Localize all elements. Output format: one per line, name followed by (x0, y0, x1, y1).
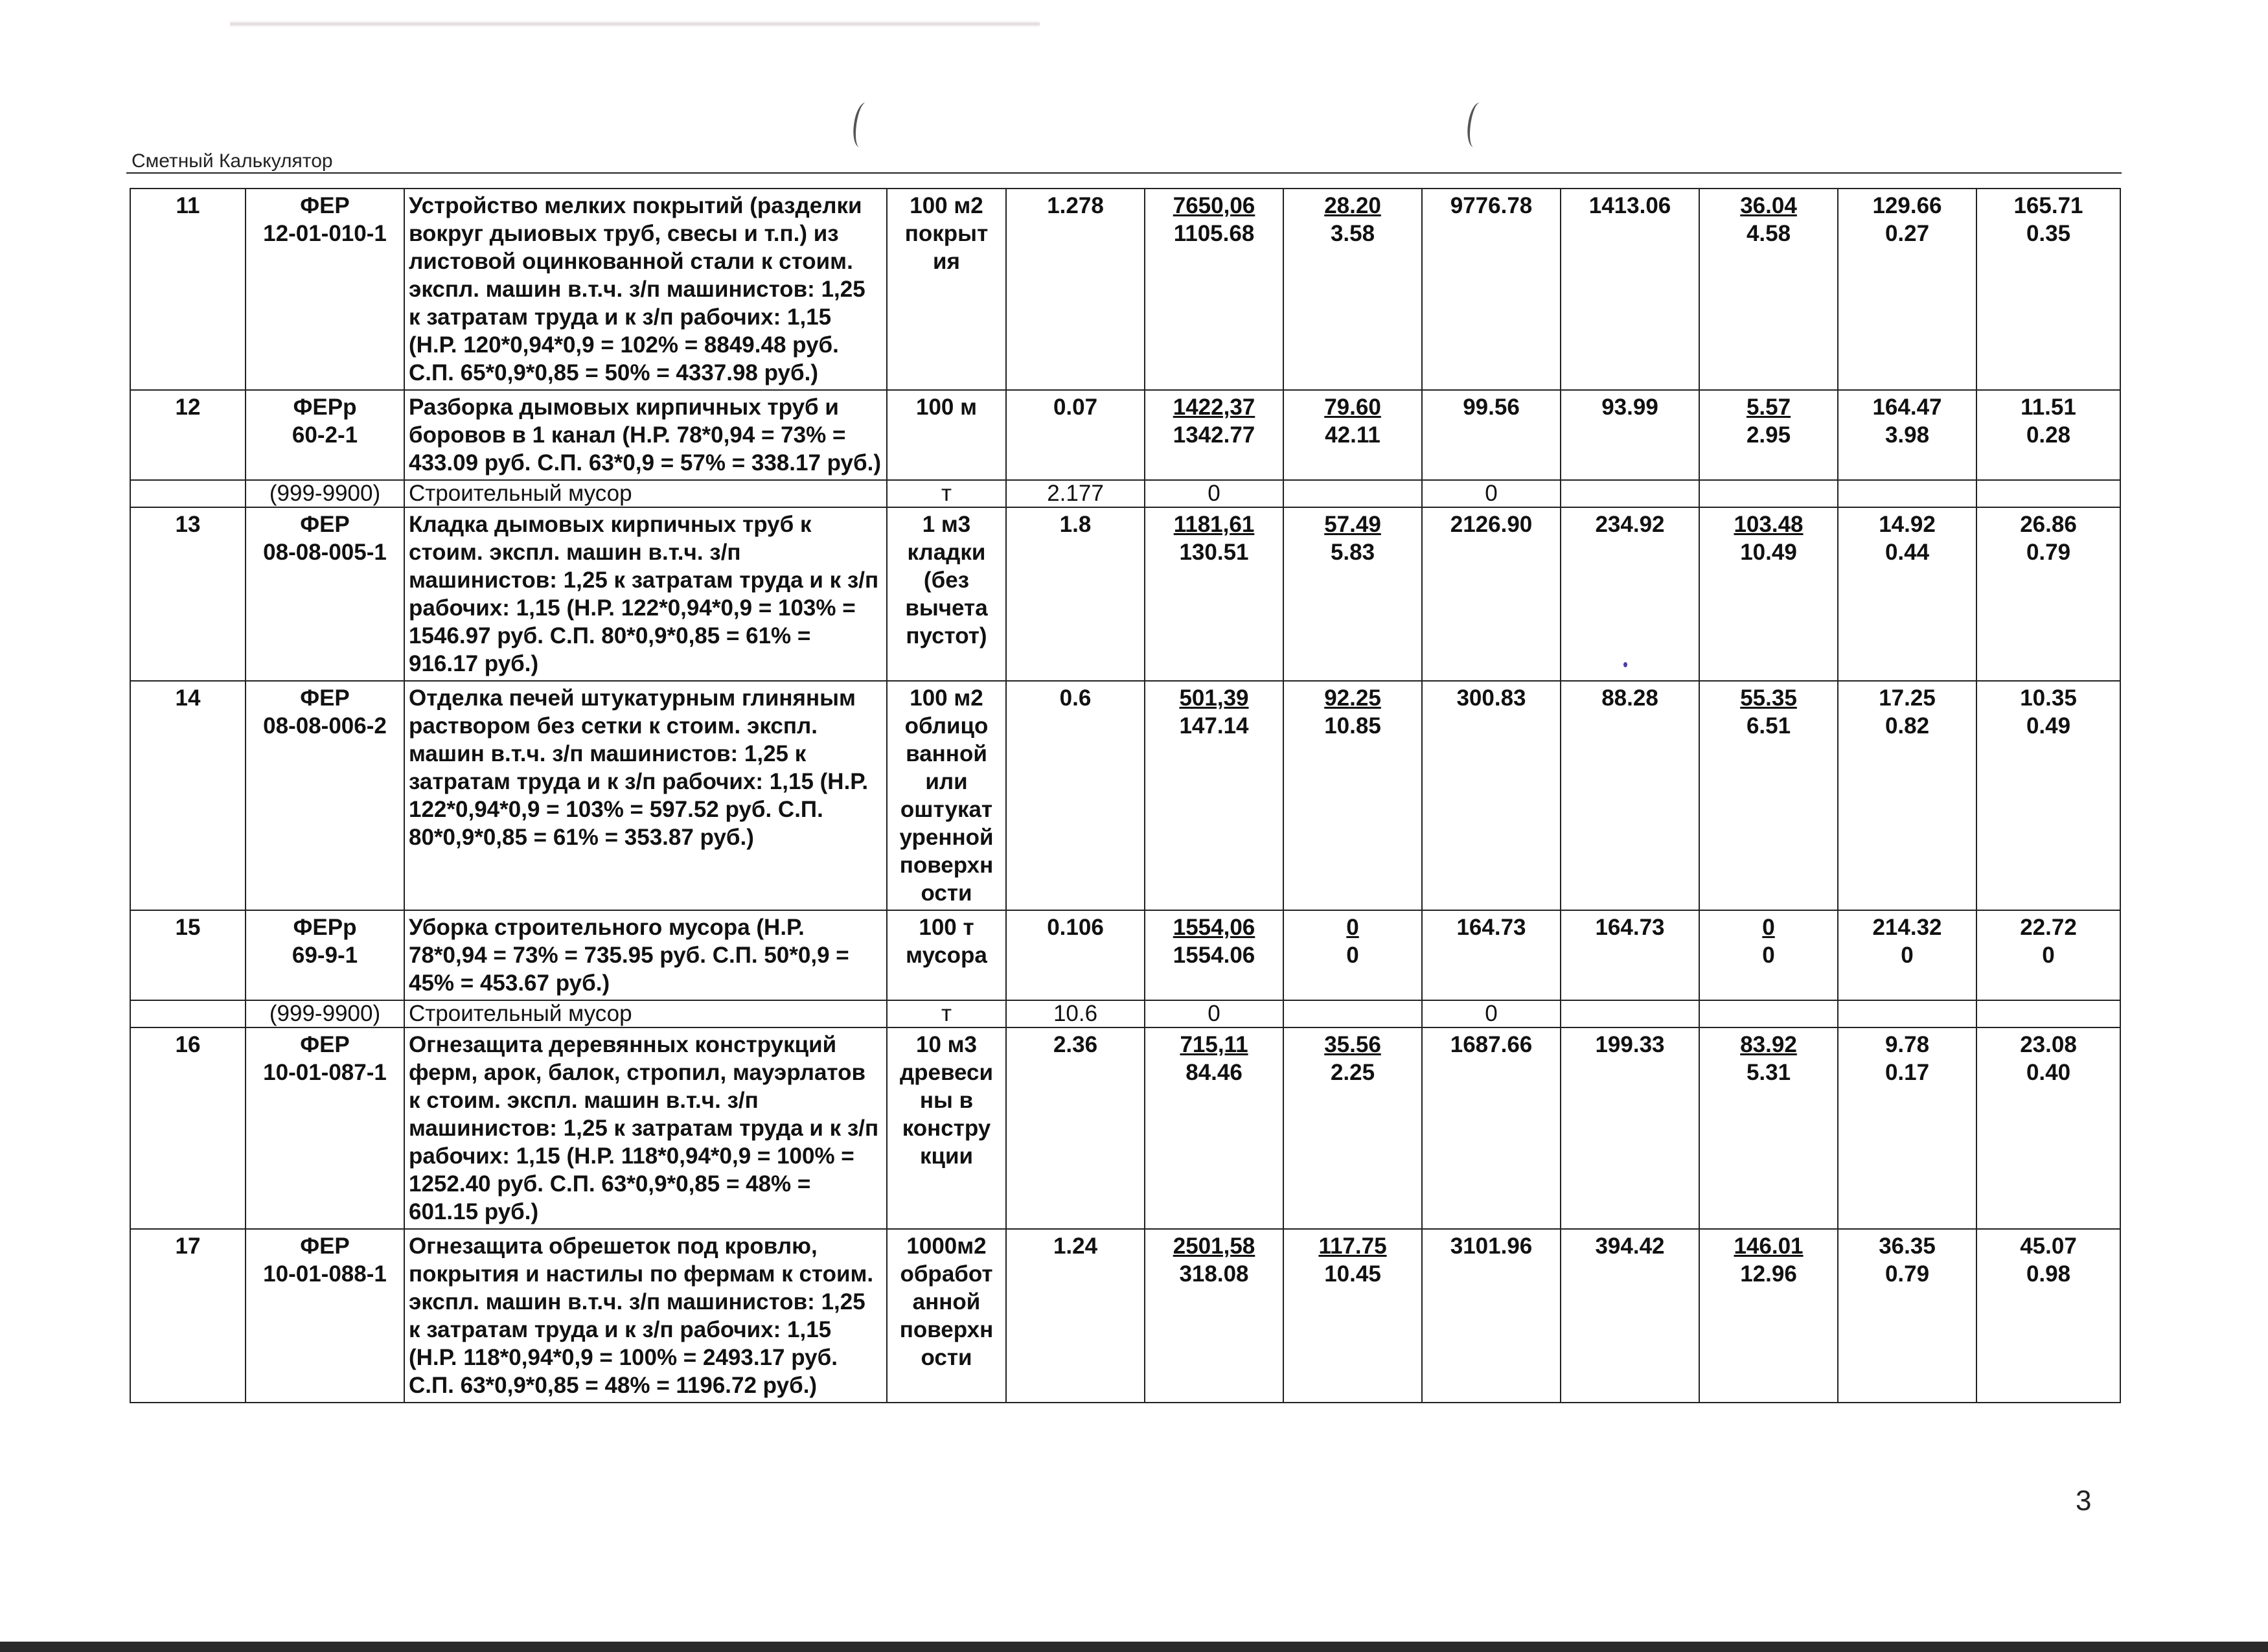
quantity-text: 10.6 (1053, 1001, 1098, 1026)
machine-price-cell (1283, 681, 1422, 910)
value-top: 5.57 (1746, 395, 1791, 420)
unit-price-cell (1145, 1229, 1283, 1403)
quantity-cell (1006, 1000, 1145, 1027)
code-text: (999-9900) (269, 1001, 381, 1026)
value-bottom: 0.82 (1884, 713, 1930, 739)
scan-edge-bar (0, 1642, 2268, 1652)
unit-price-cell (1145, 189, 1283, 390)
quantity-text: 1.24 (1053, 1233, 1098, 1259)
salary-cell (1561, 1000, 1699, 1027)
total-cost-cell (1422, 480, 1561, 507)
row-number (130, 189, 246, 390)
total-cost-cell (1422, 1000, 1561, 1027)
labor-total-cell (1976, 1229, 2120, 1403)
value-bottom: 3.58 (1330, 221, 1375, 246)
value-bottom: 1105.68 (1173, 221, 1255, 246)
total-text: 2126.90 (1450, 512, 1533, 537)
salary-text: 234.92 (1595, 512, 1665, 537)
value-bottom: 0.35 (2026, 221, 2071, 246)
unit-cell (887, 507, 1006, 681)
value-bottom: 0.79 (1884, 1261, 1930, 1287)
unit-text: 1 м3 кладки (без вычета пустот) (905, 512, 988, 648)
value-top: 83.92 (1740, 1032, 1797, 1057)
description-cell (404, 507, 887, 681)
value-bottom: 84.46 (1186, 1060, 1243, 1085)
value-top: 117.75 (1318, 1233, 1387, 1259)
table-row (130, 1027, 2120, 1229)
unit-text: 1000м2 обработ анной поверхн ости (899, 1233, 994, 1370)
value-bottom: 10.45 (1324, 1261, 1381, 1287)
value-bottom: 10.49 (1740, 540, 1797, 565)
unit-price-cell (1145, 1000, 1283, 1027)
total-cost-cell (1422, 1027, 1561, 1229)
value-bottom: 0.49 (2026, 713, 2071, 739)
description-text: Устройство мелких покрытий (разделки вокруг дыиовых труб, свесы и т.п.) из листовой оцинкованной стали к стоим. экспл. машин в.т.ч. з/п машинистов: 1,25 к затратам труда и к з/п рабочих: 1,15 (Н.Р. 120*0,94*0,9 = 102% = 8849.48 руб. С.П. 65*0,9*0,85 = 50% = 4337.98 руб.) (409, 193, 865, 385)
row-number-text: 17 (175, 1233, 201, 1259)
quantity-cell (1006, 681, 1145, 910)
unit-text: 100 м2 покрыт ия (904, 193, 989, 274)
quantity-text: 0.07 (1053, 395, 1098, 420)
machine-total-cell (1699, 390, 1838, 480)
salary-cell (1561, 1229, 1699, 1403)
description-text: Разборка дымовых кирпичных труб и боровов в 1 канал (Н.Р. 78*0,94 = 73% = 433.09 руб. С.П. 63*0,9 = 57% = 338.17 руб.) (409, 395, 882, 476)
value-top: 214.32 (1872, 915, 1942, 940)
value-top: 36.04 (1740, 193, 1797, 218)
salary-cell (1561, 507, 1699, 681)
value-bottom: 42.11 (1325, 422, 1380, 448)
machine-total-cell (1699, 910, 1838, 1000)
total-cost-cell (1422, 1229, 1561, 1403)
value-top: 1554,06 (1173, 915, 1255, 940)
code-text: ФЕР 10-01-088-1 (263, 1233, 387, 1287)
total-text: 3101.96 (1450, 1233, 1533, 1259)
salary-cell (1561, 390, 1699, 480)
row-number-text: 15 (175, 915, 201, 940)
value-bottom: 0.98 (2026, 1261, 2071, 1287)
scan-artifact-stripe (230, 21, 1040, 27)
machine-total-cell (1699, 1000, 1838, 1027)
value-bottom: 0.17 (1884, 1060, 1930, 1085)
price-text: 0 (1208, 481, 1220, 506)
description-cell (404, 1229, 887, 1403)
table-row (130, 507, 2120, 681)
page-number: 3 (2076, 1485, 2092, 1517)
labor-unit-cell (1838, 1000, 1976, 1027)
value-bottom: 5.83 (1330, 540, 1375, 565)
row-number-text: 12 (175, 395, 201, 420)
value-bottom: 147.14 (1179, 713, 1249, 739)
row-number (130, 390, 246, 480)
salary-text: 394.42 (1595, 1233, 1665, 1259)
code-cell (246, 681, 404, 910)
value-top: 165.71 (2013, 193, 2083, 218)
value-bottom: 0.28 (2026, 422, 2071, 448)
description-text: Отделка печей штукатурным глиняным раствором без сетки к стоим. экспл. машин в.т.ч. з/п машинистов: 1,25 к затратам труда и к з/п рабочих: 1,15 (Н.Р. 122*0,94*0,9 = 103% = 597.52 руб. С.П. 80*0,9*0,85 = 61% = 353.87 руб.) (409, 685, 869, 850)
unit-text: т (941, 481, 952, 506)
value-bottom: 130.51 (1179, 540, 1249, 565)
value-bottom: 12.96 (1740, 1261, 1797, 1287)
quantity-text: 0.106 (1047, 915, 1104, 940)
value-top: 146.01 (1734, 1233, 1804, 1259)
quantity-text: 2.177 (1047, 481, 1104, 506)
quantity-cell (1006, 910, 1145, 1000)
salary-text: 199.33 (1595, 1032, 1665, 1057)
salary-cell (1561, 189, 1699, 390)
description-cell (404, 1027, 887, 1229)
estimate-table-body (130, 189, 2120, 1403)
total-cost-cell (1422, 910, 1561, 1000)
salary-text: 1413.06 (1588, 193, 1671, 218)
labor-total-cell (1976, 1000, 2120, 1027)
value-top: 501,39 (1179, 685, 1249, 711)
table-row (130, 189, 2120, 390)
unit-cell (887, 910, 1006, 1000)
salary-cell (1561, 480, 1699, 507)
value-top: 103.48 (1734, 512, 1804, 537)
unit-price-cell (1145, 507, 1283, 681)
code-text: ФЕР 10-01-087-1 (263, 1032, 387, 1085)
machine-total-cell (1699, 189, 1838, 390)
unit-text: 100 м (915, 395, 977, 420)
code-text: ФЕРр 60-2-1 (292, 395, 358, 448)
unit-text: 100 т мусора (906, 915, 987, 968)
value-top: 10.35 (2020, 685, 2077, 711)
labor-unit-cell (1838, 390, 1976, 480)
row-number (130, 681, 246, 910)
value-bottom: 0.79 (2026, 540, 2071, 565)
description-text: Огнезащита обрешеток под кровлю, покрытия и настилы по фермам к стоим. экспл. машин в.т.ч. з/п машинистов: 1,25 к затратам труда и к з/п рабочих: 1,15 (Н.Р. 118*0,94*0,9 = 100% = 2493.17 руб. С.П. 63*0,9*0,85 = 48% = 1196.72 руб.) (409, 1233, 874, 1398)
header-divider (126, 172, 2122, 174)
unit-text: 100 м2 облицо ванной или оштукат уренной поверхн ости (899, 685, 994, 906)
machine-price-cell (1283, 189, 1422, 390)
code-text: ФЕР 12-01-010-1 (263, 193, 387, 246)
table-row (130, 1229, 2120, 1403)
row-number (130, 480, 246, 507)
unit-cell (887, 480, 1006, 507)
description-cell (404, 390, 887, 480)
value-top: 0 (1346, 915, 1359, 940)
quantity-text: 1.278 (1047, 193, 1104, 218)
unit-text: 10 м3 древеси ны в констру кции (899, 1032, 994, 1169)
row-number (130, 910, 246, 1000)
total-text: 1687.66 (1450, 1032, 1533, 1057)
labor-unit-cell (1838, 480, 1976, 507)
description-text: Строительный мусор (409, 481, 632, 506)
value-top: 164.47 (1872, 395, 1942, 420)
value-bottom: 4.58 (1746, 221, 1791, 246)
code-cell (246, 1229, 404, 1403)
description-cell (404, 910, 887, 1000)
total-text: 164.73 (1456, 915, 1526, 940)
description-cell (404, 1000, 887, 1027)
punch-hole-mark (1465, 101, 1489, 148)
value-top: 92.25 (1324, 685, 1381, 711)
estimate-table (130, 188, 2121, 1403)
unit-price-cell (1145, 390, 1283, 480)
labor-unit-cell (1838, 1229, 1976, 1403)
row-number (130, 1027, 246, 1229)
description-text: Уборка строительного мусора (Н.Р. 78*0,94 = 73% = 735.95 руб. С.П. 50*0,9 = 45% = 453.67 руб.) (409, 915, 849, 996)
code-text: ФЕРр 69-9-1 (292, 915, 358, 968)
value-top: 2501,58 (1173, 1233, 1255, 1259)
value-bottom: 6.51 (1746, 713, 1791, 739)
value-bottom: 318.08 (1179, 1261, 1249, 1287)
salary-text: 93.99 (1601, 395, 1658, 420)
labor-unit-cell (1838, 910, 1976, 1000)
value-top: 23.08 (2020, 1032, 2077, 1057)
value-top: 9.78 (1884, 1032, 1930, 1057)
row-number (130, 1229, 246, 1403)
value-top: 36.35 (1879, 1233, 1936, 1259)
salary-cell (1561, 910, 1699, 1000)
total-text: 9776.78 (1450, 193, 1533, 218)
table-row (130, 390, 2120, 480)
value-top: 7650,06 (1173, 193, 1255, 218)
salary-cell (1561, 1027, 1699, 1229)
unit-price-cell (1145, 910, 1283, 1000)
value-bottom: 10.85 (1324, 713, 1381, 739)
value-top: 11.51 (2021, 395, 2076, 420)
value-bottom: 5.31 (1746, 1060, 1791, 1085)
value-bottom: 0 (1346, 943, 1359, 968)
row-number-text: 14 (175, 685, 201, 711)
labor-total-cell (1976, 189, 2120, 390)
page-header-title: Сметный Калькулятор (132, 150, 333, 172)
salary-text: 88.28 (1601, 685, 1658, 711)
code-cell (246, 189, 404, 390)
value-bottom: 2.25 (1330, 1060, 1375, 1085)
value-bottom: 0 (2042, 943, 2055, 968)
quantity-text: 1.8 (1059, 512, 1092, 537)
quantity-cell (1006, 1229, 1145, 1403)
code-cell (246, 910, 404, 1000)
salary-cell (1561, 681, 1699, 910)
value-bottom: 0.40 (2026, 1060, 2071, 1085)
value-top: 79.60 (1324, 395, 1381, 420)
description-cell (404, 681, 887, 910)
labor-unit-cell (1838, 1027, 1976, 1229)
material-row (130, 480, 2120, 507)
machine-total-cell (1699, 480, 1838, 507)
machine-price-cell (1283, 1027, 1422, 1229)
unit-cell (887, 1229, 1006, 1403)
quantity-cell (1006, 1027, 1145, 1229)
row-number-text: 11 (176, 193, 200, 218)
price-text: 0 (1208, 1001, 1220, 1026)
labor-unit-cell (1838, 507, 1976, 681)
labor-total-cell (1976, 390, 2120, 480)
machine-price-cell (1283, 910, 1422, 1000)
total-text: 99.56 (1463, 395, 1520, 420)
value-bottom: 1554.06 (1173, 943, 1255, 968)
value-bottom: 3.98 (1884, 422, 1930, 448)
row-number (130, 1000, 246, 1027)
value-bottom: 0.44 (1884, 540, 1930, 565)
description-cell (404, 189, 887, 390)
labor-unit-cell (1838, 681, 1976, 910)
quantity-cell (1006, 507, 1145, 681)
code-cell (246, 1027, 404, 1229)
code-text: ФЕР 08-08-006-2 (263, 685, 387, 739)
quantity-text: 0.6 (1059, 685, 1092, 711)
material-row (130, 1000, 2120, 1027)
value-bottom: 0.27 (1884, 221, 1930, 246)
unit-text: т (941, 1001, 952, 1026)
value-top: 26.86 (2020, 512, 2077, 537)
quantity-text: 2.36 (1053, 1032, 1098, 1057)
punch-hole-mark (851, 101, 875, 148)
table-row (130, 910, 2120, 1000)
row-number (130, 507, 246, 681)
unit-cell (887, 1000, 1006, 1027)
value-top: 715,11 (1180, 1032, 1248, 1057)
row-number-text: 16 (175, 1032, 201, 1057)
salary-text: 164.73 (1595, 915, 1665, 940)
value-bottom: 0 (1901, 943, 1914, 968)
value-top: 28.20 (1324, 193, 1381, 218)
value-bottom: 2.95 (1746, 422, 1791, 448)
value-top: 45.07 (2020, 1233, 2077, 1259)
total-text: 0 (1485, 481, 1498, 506)
code-cell (246, 1000, 404, 1027)
code-cell (246, 480, 404, 507)
value-top: 57.49 (1324, 512, 1381, 537)
labor-total-cell (1976, 681, 2120, 910)
machine-price-cell (1283, 507, 1422, 681)
machine-price-cell (1283, 390, 1422, 480)
code-cell (246, 390, 404, 480)
machine-total-cell (1699, 681, 1838, 910)
labor-total-cell (1976, 910, 2120, 1000)
quantity-cell (1006, 189, 1145, 390)
unit-price-cell (1145, 1027, 1283, 1229)
total-cost-cell (1422, 507, 1561, 681)
unit-cell (887, 681, 1006, 910)
value-top: 1422,37 (1173, 395, 1255, 420)
value-top: 35.56 (1324, 1032, 1381, 1057)
unit-price-cell (1145, 681, 1283, 910)
machine-price-cell (1283, 1000, 1422, 1027)
row-number-text: 13 (175, 512, 201, 537)
value-top: 129.66 (1872, 193, 1942, 218)
ink-speck (1623, 662, 1627, 667)
unit-cell (887, 390, 1006, 480)
total-text: 300.83 (1456, 685, 1526, 711)
machine-total-cell (1699, 1027, 1838, 1229)
labor-total-cell (1976, 480, 2120, 507)
unit-cell (887, 189, 1006, 390)
code-cell (246, 507, 404, 681)
value-bottom: 1342.77 (1173, 422, 1255, 448)
total-cost-cell (1422, 390, 1561, 480)
code-text: ФЕР 08-08-005-1 (263, 512, 387, 565)
description-text: Кладка дымовых кирпичных труб к стоим. экспл. машин в.т.ч. з/п машинистов: 1,25 к затратам труда и к з/п рабочих: 1,15 (Н.Р. 122*0,94*0,9 = 103% = 1546.97 руб. С.П. 80*0,9*0,85 = 61% = 916.17 руб.) (409, 512, 879, 676)
value-bottom: 0 (1762, 943, 1775, 968)
quantity-cell (1006, 480, 1145, 507)
code-text: (999-9900) (269, 481, 381, 506)
value-top: 14.92 (1879, 512, 1936, 537)
machine-total-cell (1699, 1229, 1838, 1403)
description-text: Строительный мусор (409, 1001, 632, 1026)
machine-price-cell (1283, 480, 1422, 507)
description-text: Огнезащита деревянных конструкций ферм, арок, балок, стропил, мауэрлатов к стоим. экспл. машин в.т.ч. з/п машинистов: 1,25 к затратам труда и к з/п рабочих: 1,15 (Н.Р. 118*0,94*0,9 = 100% = 1252.40 руб. С.П. 63*0,9*0,85 = 48% = 601.15 руб.) (409, 1032, 879, 1224)
machine-price-cell (1283, 1229, 1422, 1403)
table-row (130, 681, 2120, 910)
labor-total-cell (1976, 507, 2120, 681)
description-cell (404, 480, 887, 507)
quantity-cell (1006, 390, 1145, 480)
unit-price-cell (1145, 480, 1283, 507)
value-top: 55.35 (1740, 685, 1797, 711)
value-top: 17.25 (1879, 685, 1936, 711)
total-cost-cell (1422, 189, 1561, 390)
value-top: 22.72 (2020, 915, 2077, 940)
machine-total-cell (1699, 507, 1838, 681)
total-text: 0 (1485, 1001, 1498, 1026)
total-cost-cell (1422, 681, 1561, 910)
labor-total-cell (1976, 1027, 2120, 1229)
unit-cell (887, 1027, 1006, 1229)
value-top: 1181,61 (1173, 512, 1255, 537)
value-top: 0 (1762, 915, 1775, 940)
labor-unit-cell (1838, 189, 1976, 390)
